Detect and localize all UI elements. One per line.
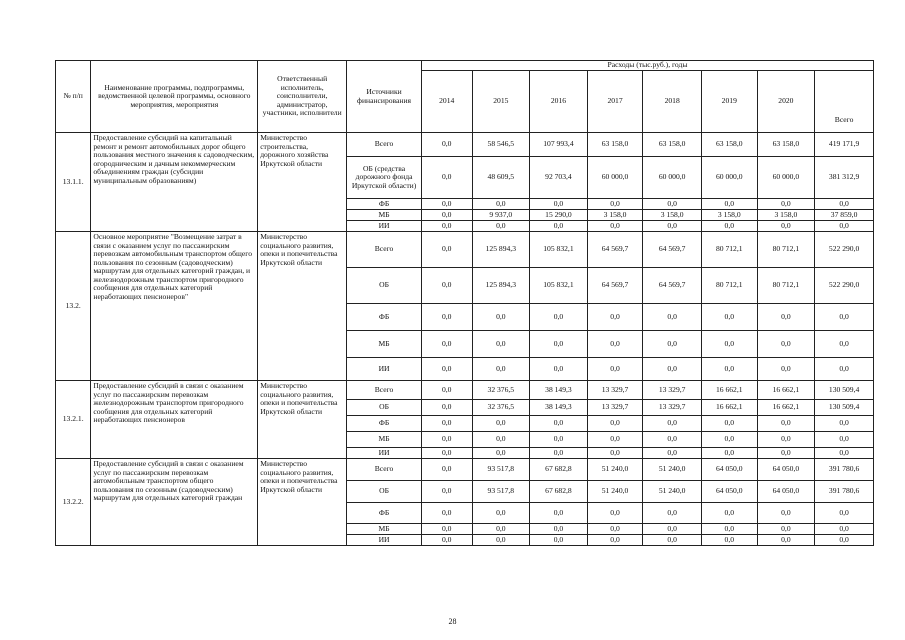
year-value: 80 712,1 [757,268,815,304]
year-value: 0,0 [421,331,472,358]
page-number: 28 [448,617,457,626]
year-value: 0,0 [421,524,472,535]
funding-source: ИИ [347,448,422,459]
header-source: Источники финансирования [347,61,422,133]
total-value: 0,0 [815,221,874,232]
year-value: 3 158,0 [643,210,702,221]
year-value: 0,0 [587,358,643,381]
total-value: 0,0 [815,358,874,381]
year-value: 0,0 [701,304,757,331]
year-value: 3 158,0 [587,210,643,221]
year-value: 0,0 [587,221,643,232]
funding-source: ФБ [347,503,422,524]
year-value: 0,0 [530,524,588,535]
year-value: 0,0 [587,416,643,432]
year-value: 0,0 [701,199,757,210]
year-value: 0,0 [643,448,702,459]
program-name: Основное мероприятие "Возмещение затрат в связи с оказанием услуг по пассажирским перевозкам автомобильным транспортом общего пользования по сезонным (садоводческим) маршрутам для отдельных категорий граждан, и железнодорожным транспортом пригородного сообщения для отдельных категорий неработающих пенсионеров" [91,232,258,381]
year-value: 0,0 [757,432,815,448]
year-value: 0,0 [643,416,702,432]
year-value: 63 158,0 [757,133,815,157]
year-value: 64 050,0 [757,481,815,503]
year-value: 0,0 [421,448,472,459]
year-value: 0,0 [587,535,643,546]
funding-source: ФБ [347,304,422,331]
year-value: 0,0 [421,503,472,524]
year-value: 0,0 [421,400,472,416]
year-value: 0,0 [643,199,702,210]
year-value: 0,0 [530,432,588,448]
year-value: 0,0 [643,358,702,381]
year-value: 38 149,3 [530,381,588,400]
year-value: 67 682,8 [530,481,588,503]
year-value: 93 517,8 [472,481,530,503]
year-value: 0,0 [757,416,815,432]
year-value: 80 712,1 [757,232,815,268]
total-value: 522 290,0 [815,232,874,268]
total-value: 0,0 [815,199,874,210]
year-value: 0,0 [421,535,472,546]
responsible-executor: Министерство социального развития, опеки и попечительства Иркутской области [258,381,347,459]
year-value: 16 662,1 [757,381,815,400]
year-value: 0,0 [530,331,588,358]
year-value: 38 149,3 [530,400,588,416]
row-number: 13.2.1. [56,381,91,459]
year-value: 0,0 [530,503,588,524]
year-value: 0,0 [701,535,757,546]
year-value: 0,0 [472,199,530,210]
total-value: 0,0 [815,524,874,535]
program-name: Предоставление субсидий в связи с оказанием услуг по пассажирским перевозкам железнодорожным транспортом пригородного сообщения для отдельных категорий неработающих пенсионеров [91,381,258,459]
header-expenses: Расходы (тыс.руб.), годы [421,61,873,71]
year-value: 64 569,7 [643,268,702,304]
header-year: 2014 [421,71,472,133]
header-year: 2015 [472,71,530,133]
header-year: 2017 [587,71,643,133]
funding-source: МБ [347,210,422,221]
year-value: 0,0 [757,221,815,232]
header-year: 2016 [530,71,588,133]
total-value: 37 859,0 [815,210,874,221]
year-value: 3 158,0 [757,210,815,221]
year-value: 0,0 [421,133,472,157]
year-value: 48 609,5 [472,157,530,199]
year-value: 80 712,1 [701,232,757,268]
year-value: 0,0 [701,524,757,535]
year-value: 0,0 [757,448,815,459]
year-value: 0,0 [421,432,472,448]
header-year: 2018 [643,71,702,133]
year-value: 63 158,0 [701,133,757,157]
year-value: 0,0 [757,358,815,381]
year-value: 32 376,5 [472,381,530,400]
table-row [56,459,874,481]
year-value: 0,0 [472,432,530,448]
year-value: 105 832,1 [530,232,588,268]
total-value: 0,0 [815,432,874,448]
year-value: 0,0 [701,416,757,432]
year-value: 64 050,0 [701,481,757,503]
year-value: 80 712,1 [701,268,757,304]
total-value: 419 171,9 [815,133,874,157]
year-value: 64 050,0 [757,459,815,481]
year-value: 0,0 [701,432,757,448]
year-value: 0,0 [643,503,702,524]
total-value: 0,0 [815,416,874,432]
year-value: 0,0 [421,210,472,221]
year-value: 0,0 [701,221,757,232]
responsible-executor: Министерство социального развития, опеки и попечительства Иркутской области [258,459,347,546]
responsible-executor: Министерство социального развития, опеки и попечительства Иркутской области [258,232,347,381]
funding-source: МБ [347,524,422,535]
table-row [56,381,874,400]
year-value: 125 894,3 [472,232,530,268]
year-value: 0,0 [472,524,530,535]
year-value: 13 329,7 [587,400,643,416]
year-value: 60 000,0 [643,157,702,199]
funding-source: ИИ [347,535,422,546]
year-value: 58 546,5 [472,133,530,157]
year-value: 0,0 [421,221,472,232]
year-value: 13 329,7 [587,381,643,400]
year-value: 0,0 [472,448,530,459]
year-value: 0,0 [472,503,530,524]
year-value: 63 158,0 [587,133,643,157]
year-value: 0,0 [757,331,815,358]
year-value: 3 158,0 [701,210,757,221]
total-value: 381 312,9 [815,157,874,199]
funding-source: ОБ [347,268,422,304]
funding-source: ФБ [347,416,422,432]
year-value: 0,0 [530,221,588,232]
year-value: 0,0 [643,331,702,358]
year-value: 0,0 [530,358,588,381]
header-responsible: Ответственный исполнитель, соисполнители, администратор, участники, исполнители [258,61,347,133]
year-value: 60 000,0 [701,157,757,199]
year-value: 0,0 [757,524,815,535]
year-value: 0,0 [530,448,588,459]
year-value: 16 662,1 [701,381,757,400]
header-num: № п/п [56,61,91,133]
funding-source: ОБ [347,400,422,416]
table-row [56,232,874,268]
year-value: 13 329,7 [643,381,702,400]
year-value: 16 662,1 [757,400,815,416]
year-value: 0,0 [421,304,472,331]
year-value: 0,0 [421,459,472,481]
year-value: 92 703,4 [530,157,588,199]
year-value: 0,0 [472,535,530,546]
funding-source: ИИ [347,358,422,381]
total-value: 391 780,6 [815,481,874,503]
total-value: 130 509,4 [815,400,874,416]
row-number: 13.2.2. [56,459,91,546]
year-value: 0,0 [587,304,643,331]
header-name: Наименование программы, подпрограммы, ведомственной целевой программы, основного мероприятия, мероприятия [91,61,258,133]
year-value: 0,0 [757,503,815,524]
year-value: 64 569,7 [587,232,643,268]
year-value: 0,0 [643,535,702,546]
year-value: 0,0 [472,331,530,358]
responsible-executor: Министерство строительства, дорожного хозяйства Иркутской области [258,133,347,232]
year-value: 0,0 [421,268,472,304]
year-value: 51 240,0 [587,481,643,503]
year-value: 0,0 [530,304,588,331]
year-value: 0,0 [701,448,757,459]
year-value: 64 050,0 [701,459,757,481]
year-value: 15 290,0 [530,210,588,221]
year-value: 0,0 [530,416,588,432]
year-value: 9 937,0 [472,210,530,221]
year-value: 105 832,1 [530,268,588,304]
table-row [56,133,874,157]
year-value: 0,0 [643,432,702,448]
year-value: 0,0 [472,304,530,331]
year-value: 0,0 [421,481,472,503]
year-value: 51 240,0 [643,459,702,481]
year-value: 60 000,0 [587,157,643,199]
funding-source: ОБ [347,481,422,503]
program-name: Предоставление субсидий в связи с оказанием услуг по пассажирским перевозкам автомобильным транспортом общего пользования по сезонным (садоводческим) маршрутам для отдельных категорий граждан [91,459,258,546]
funding-source: Всего [347,381,422,400]
year-value: 16 662,1 [701,400,757,416]
year-value: 64 569,7 [587,268,643,304]
year-value: 0,0 [472,221,530,232]
total-value: 0,0 [815,503,874,524]
year-value: 64 569,7 [643,232,702,268]
total-value: 0,0 [815,304,874,331]
funding-source: Всего [347,459,422,481]
year-value: 107 993,4 [530,133,588,157]
year-value: 0,0 [643,221,702,232]
year-value: 0,0 [701,503,757,524]
year-value: 0,0 [421,381,472,400]
year-value: 13 329,7 [643,400,702,416]
year-value: 0,0 [587,432,643,448]
funding-source: МБ [347,432,422,448]
row-number: 13.1.1. [56,133,91,232]
year-value: 0,0 [421,232,472,268]
header-year: 2019 [701,71,757,133]
year-value: 0,0 [643,304,702,331]
year-value: 0,0 [421,416,472,432]
year-value: 0,0 [757,304,815,331]
year-value: 0,0 [587,331,643,358]
funding-source: Всего [347,232,422,268]
year-value: 93 517,8 [472,459,530,481]
year-value: 0,0 [701,358,757,381]
year-value: 51 240,0 [587,459,643,481]
total-value: 0,0 [815,448,874,459]
year-value: 32 376,5 [472,400,530,416]
funding-source: МБ [347,331,422,358]
year-value: 63 158,0 [643,133,702,157]
year-value: 51 240,0 [643,481,702,503]
total-value: 522 290,0 [815,268,874,304]
header-total: Всего [815,71,874,133]
year-value: 125 894,3 [472,268,530,304]
year-value: 0,0 [472,416,530,432]
year-value: 0,0 [421,199,472,210]
funding-source: Всего [347,133,422,157]
year-value: 0,0 [530,199,588,210]
header-year: 2020 [757,71,815,133]
year-value: 0,0 [421,157,472,199]
year-value: 0,0 [587,503,643,524]
year-value: 0,0 [421,358,472,381]
funding-source: ФБ [347,199,422,210]
total-value: 130 509,4 [815,381,874,400]
row-number: 13.2. [56,232,91,381]
total-value: 0,0 [815,331,874,358]
year-value: 0,0 [643,524,702,535]
total-value: 391 780,6 [815,459,874,481]
year-value: 0,0 [757,199,815,210]
year-value: 67 682,8 [530,459,588,481]
year-value: 0,0 [472,358,530,381]
year-value: 0,0 [757,535,815,546]
year-value: 0,0 [587,448,643,459]
funding-source: ИИ [347,221,422,232]
year-value: 0,0 [530,535,588,546]
year-value: 60 000,0 [757,157,815,199]
year-value: 0,0 [587,524,643,535]
funding-source: ОБ (средства дорожного фонда Иркутской области) [347,157,422,199]
budget-table [55,60,874,546]
year-value: 0,0 [701,331,757,358]
year-value: 0,0 [587,199,643,210]
total-value: 0,0 [815,535,874,546]
program-name: Предоставление субсидий на капитальный ремонт и ремонт автомобильных дорог общего пользования местного значения к садоводческим, огородническим и дачным некоммерческим объединениям граждан (субсидии муниципальным образованиям) [91,133,258,232]
